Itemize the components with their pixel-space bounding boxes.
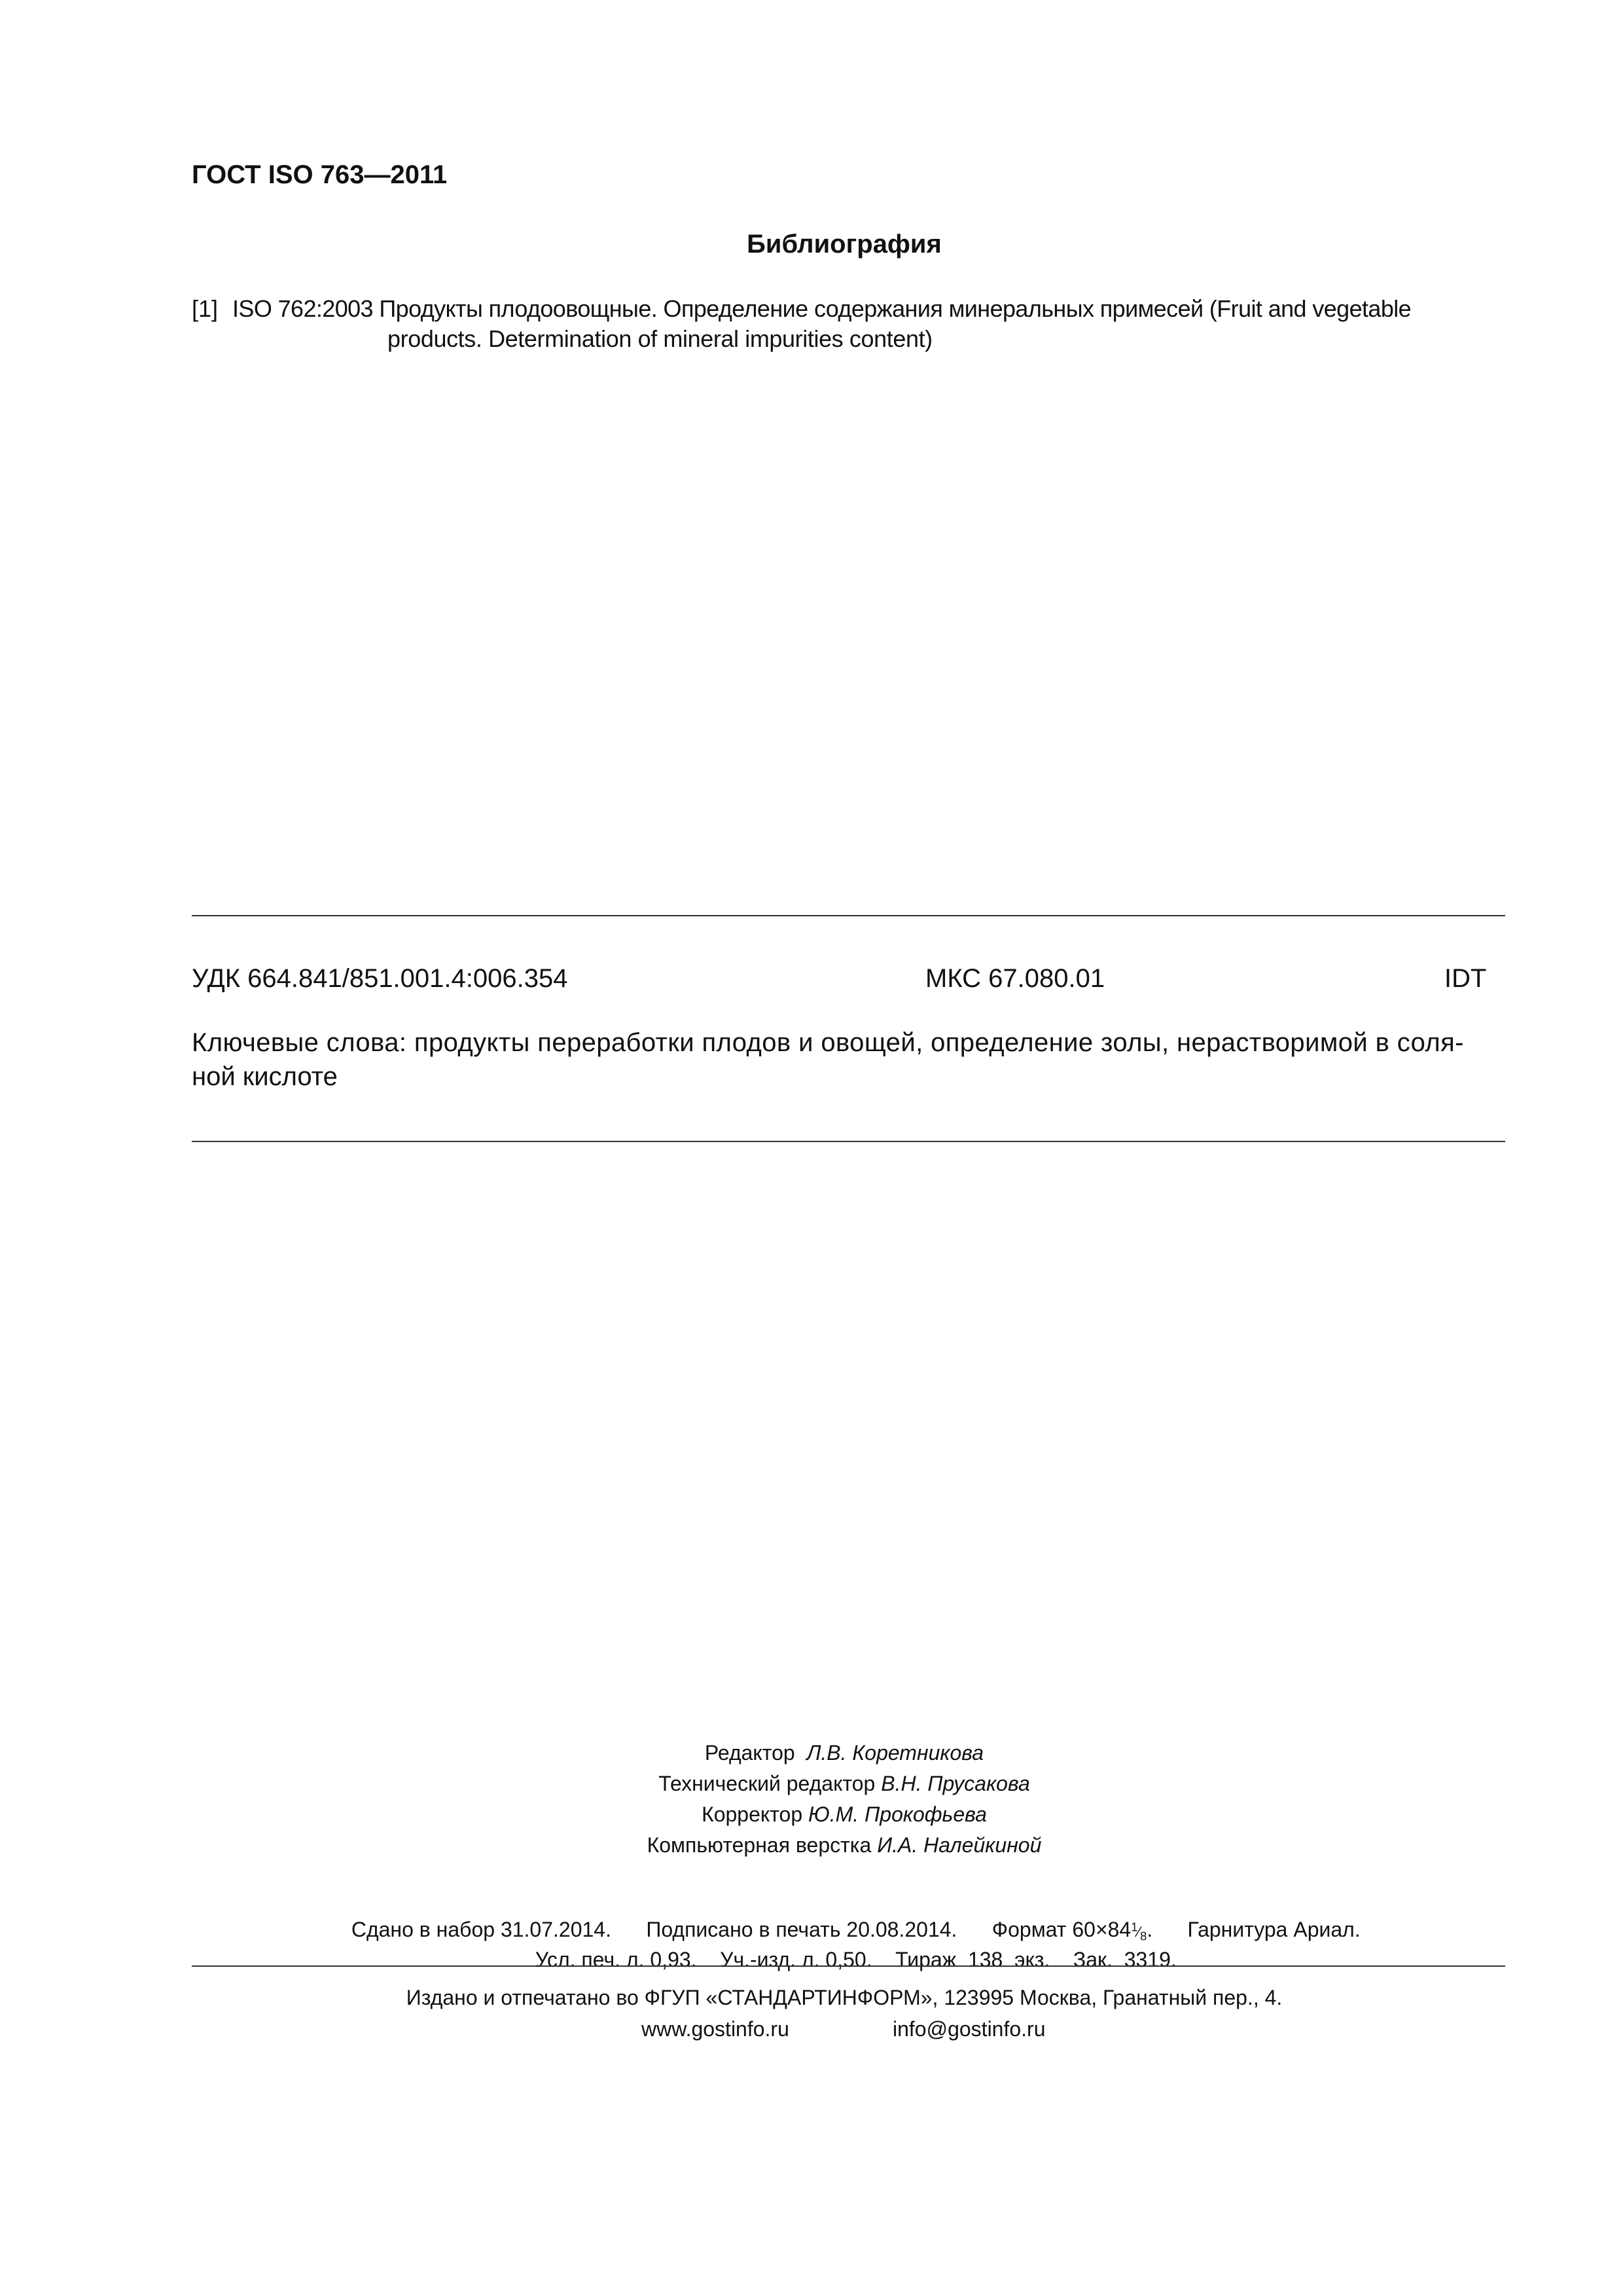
publisher-email[interactable]: info@gostinfo.ru xyxy=(893,2017,1046,2041)
print-run: Тираж 138 экз. xyxy=(895,1948,1050,1971)
udk-code: УДК 664.841/851.001.4:006.354 xyxy=(192,964,568,993)
bibliography-entry-number: [1] xyxy=(192,295,219,322)
credit-editor-label: Редактор xyxy=(704,1741,795,1765)
bibliography-entry-line1: ISO 762:2003 Продукты плодоовощные. Определение содержания минеральных примесей (Fruit and vegetable xyxy=(232,295,1412,322)
keywords-line1: Ключевые слова: продукты переработки плодов и овощей, определение золы, нерастворимой в соля- xyxy=(192,1028,1464,1057)
credit-layout-name: И.А. Налейкиной xyxy=(877,1833,1042,1857)
publishing-sheets: Уч.-изд. л. 0,50. xyxy=(720,1948,872,1971)
separator-bottom xyxy=(192,1965,1505,1967)
mks-code: МКС 67.080.01 xyxy=(925,964,1105,993)
correspondence-degree: IDT xyxy=(1444,964,1487,993)
bibliography-entry-line2: products. Determination of mineral impurities content) xyxy=(387,325,933,352)
credit-corrector-name: Ю.М. Прокофьева xyxy=(808,1803,987,1826)
submitted-date: Сдано в набор 31.07.2014. xyxy=(351,1918,611,1941)
conventional-sheets: Усл. печ. л. 0,93. xyxy=(535,1948,697,1971)
credit-tech-editor xyxy=(0,1772,1623,1796)
credit-tech-editor-label: Технический редактор xyxy=(658,1772,876,1795)
format-fraction-numerator: 1 xyxy=(1131,1920,1138,1934)
separator-middle xyxy=(192,1141,1505,1142)
print-info-line1: Сдано в набор 31.07.2014. Подписано в печать 20.08.2014. Формат $60\times 84^1⁄_8$. Гарнитура Ариал. xyxy=(351,1918,1361,1943)
publisher-website[interactable]: www.gostinfo.ru xyxy=(641,2017,789,2041)
format-label: Формат 60×84 xyxy=(991,1918,1132,1941)
credit-tech-editor-name: В.Н. Прусакова xyxy=(881,1772,1030,1795)
keywords-line2: ной кислоте xyxy=(192,1062,338,1091)
credit-layout xyxy=(0,1833,1623,1857)
order-number: Зак. 3319. xyxy=(1073,1948,1177,1971)
credit-corrector-label: Корректор xyxy=(702,1803,803,1826)
document-code: ГОСТ ISO 763—2011 xyxy=(192,160,448,189)
credit-editor-name: Л.В. Коретникова xyxy=(806,1741,984,1765)
credit-editor xyxy=(0,1741,1623,1765)
credit-layout-label: Компьютерная верстка xyxy=(647,1833,872,1857)
credit-corrector xyxy=(0,1803,1623,1827)
publisher-line: Издано и отпечатано во ФГУП «СТАНДАРТИНФОРМ», 123995 Москва, Гранатный пер., 4. xyxy=(406,1986,1283,2009)
separator-top xyxy=(192,915,1505,916)
format-fraction-denominator: 8 xyxy=(1140,1929,1147,1943)
typeface: Гарнитура Ариал. xyxy=(1187,1918,1361,1941)
bibliography-title: Библиография xyxy=(747,230,942,259)
signed-date: Подписано в печать 20.08.2014. xyxy=(646,1918,957,1941)
format-fraction: $^1⁄_8$ xyxy=(1131,1920,1147,1943)
